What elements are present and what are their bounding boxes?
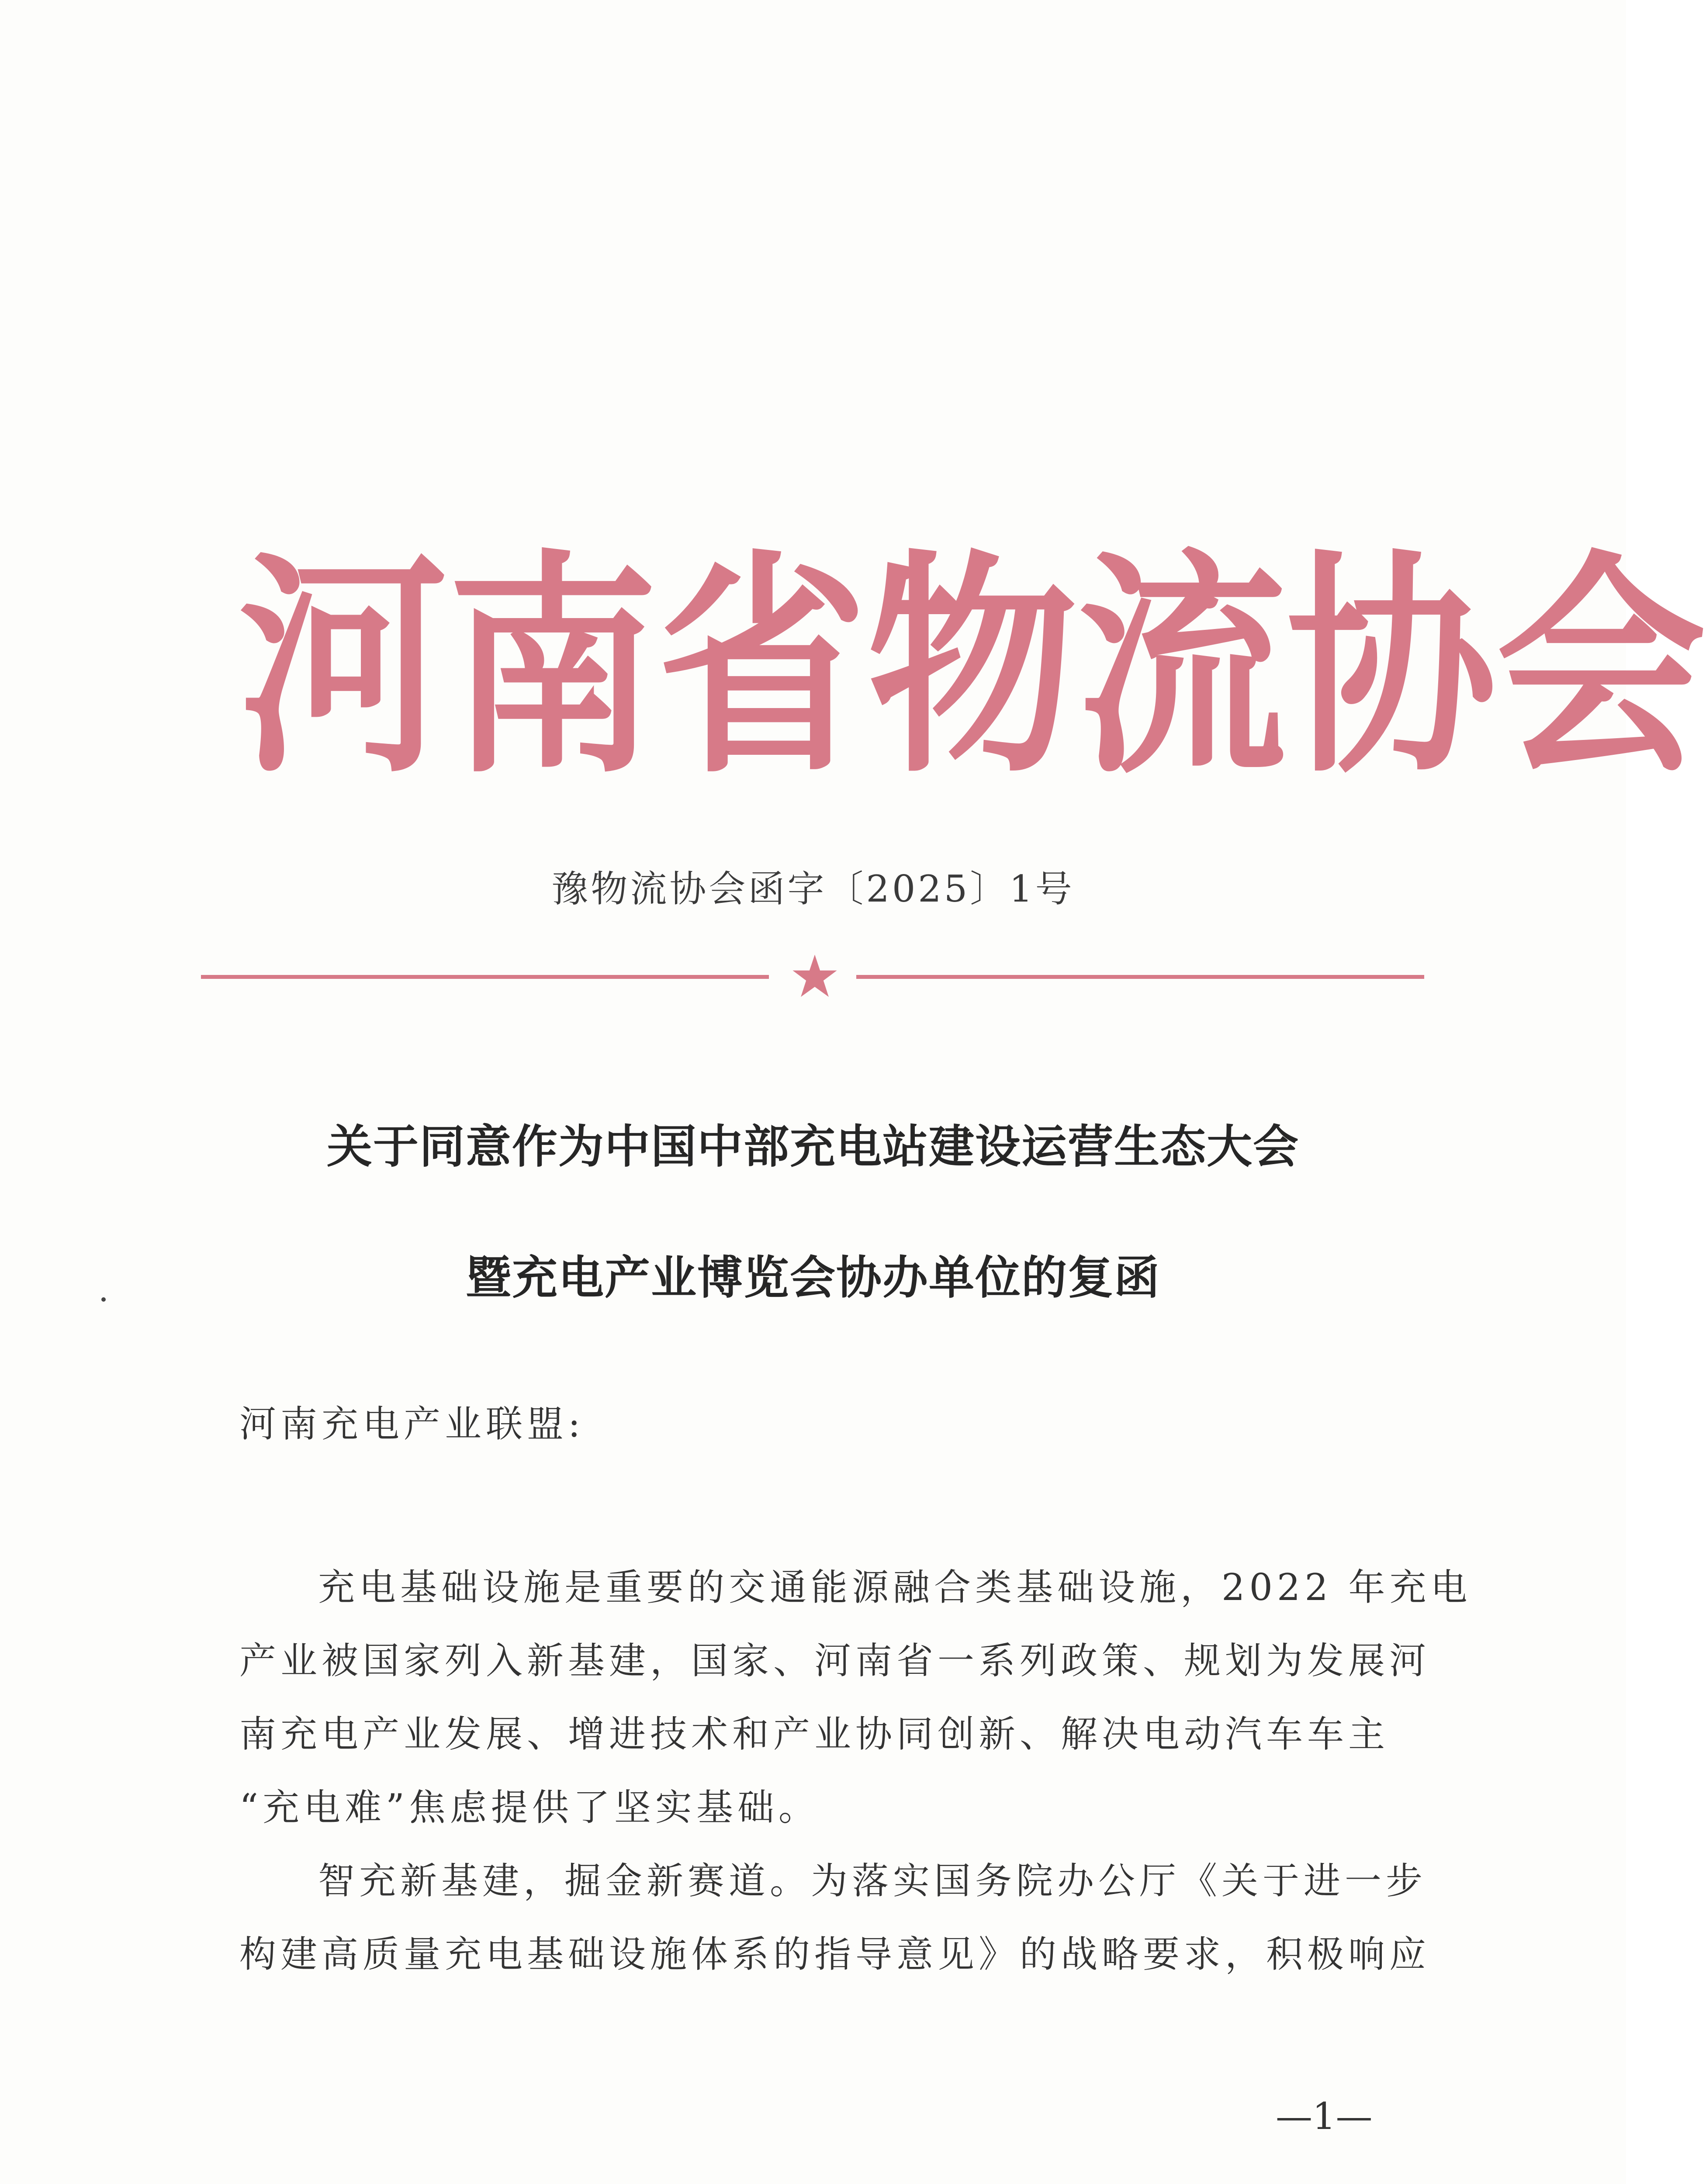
letterhead-char: 南	[448, 531, 657, 805]
body-line: 产业被国家列入新基建，国家、河南省一系列政策、规划为发展河	[239, 1639, 1431, 1682]
document-number: 豫物流协会函字〔2025〕1号	[551, 867, 1075, 910]
body-line: 充电基础设施是重要的交通能源融合类基础设施，2022 年充电	[318, 1566, 1472, 1609]
page-number: —1—	[1276, 2095, 1373, 2138]
star-icon	[791, 952, 839, 1000]
document-title-line-2: 暨充电产业博览会协办单位的复函	[465, 1251, 1160, 1304]
divider-line-right	[856, 975, 1424, 979]
letterhead-char: 省	[657, 531, 867, 805]
letterhead-char: 河	[238, 531, 448, 805]
letterhead-char: 流	[1077, 531, 1287, 805]
letterhead-char: 会	[1496, 531, 1706, 805]
scan-speck	[101, 1297, 106, 1302]
body-line: 智充新基建，掘金新赛道。为落实国务院办公厅《关于进一步	[318, 1859, 1427, 1902]
body-line: 南充电产业发展、增进技术和产业协同创新、解决电动汽车车主	[239, 1713, 1390, 1755]
body-line: “充电难”焦虑提供了坚实基础。	[239, 1786, 820, 1829]
body-line: 构建高质量充电基础设施体系的指导意见》的战略要求，积极响应	[239, 1933, 1431, 1976]
document-body	[239, 1551, 1472, 1991]
salutation: 河南充电产业联盟:	[239, 1403, 585, 1445]
document-title-line-1: 关于同意作为中国中部充电站建设运营生态大会	[326, 1120, 1299, 1173]
header-divider	[201, 952, 1424, 1000]
letterhead-char: 协	[1287, 531, 1496, 805]
letterhead-char: 物	[867, 531, 1077, 805]
org-letterhead	[238, 531, 1706, 805]
divider-line-left	[201, 975, 769, 979]
